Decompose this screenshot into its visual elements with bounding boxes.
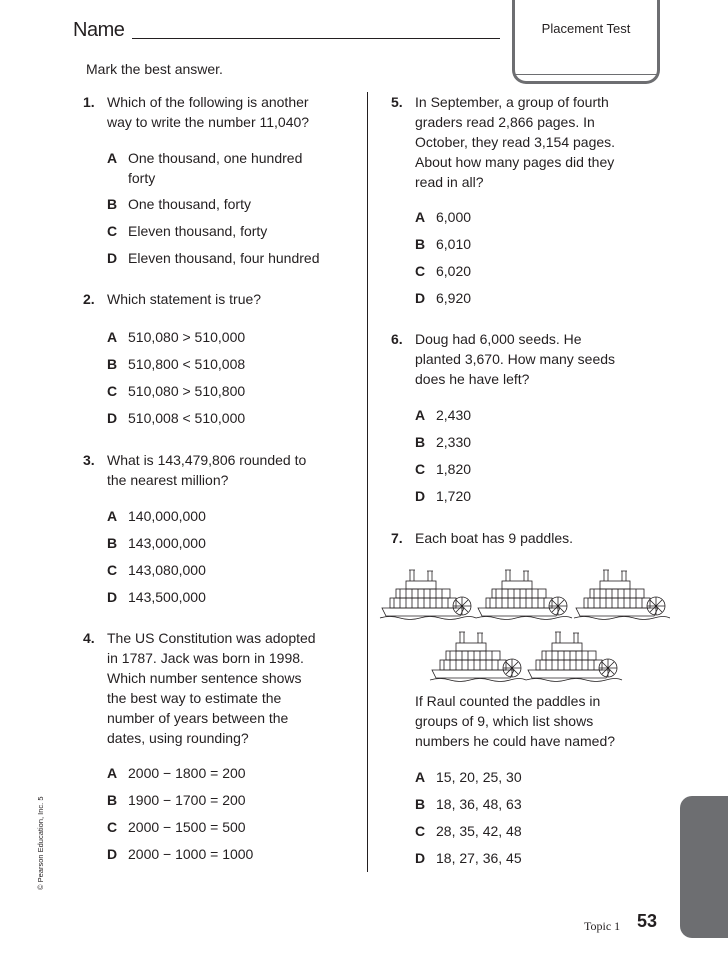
- answer-option[interactable]: A 6,000: [415, 209, 472, 225]
- question-text: Each boat has 9 paddles.: [415, 530, 574, 546]
- column-divider: [367, 92, 368, 872]
- question-number: 4.: [83, 630, 95, 646]
- answer-option[interactable]: B 143,000,000: [107, 535, 206, 551]
- steamboat-illustration: [378, 560, 670, 688]
- answer-option[interactable]: C 1,820: [415, 461, 472, 477]
- question-text: Which of the following is another way to write the number 11,040?: [107, 94, 310, 130]
- question-text: If Raul counted the paddles in groups of 9, which list shows numbers he could have named?: [415, 693, 616, 749]
- header-tab: [512, 0, 660, 84]
- question-text: The US Constitution was adopted in 1787. Jack was born in 1998. Which number sentence shows the best way to estimate the number of years between the dates, using rounding?: [107, 630, 316, 746]
- question-text: Doug had 6,000 seeds. He planted 3,670. How many seeds does he have left?: [415, 331, 616, 387]
- answer-option[interactable]: A 510,080 > 510,000: [107, 329, 246, 345]
- answer-option[interactable]: A 2,430: [415, 407, 472, 423]
- side-tab: [680, 796, 728, 938]
- answer-option[interactable]: B 18, 36, 48, 63: [415, 796, 522, 812]
- name-line[interactable]: [132, 38, 500, 39]
- answer-option[interactable]: D 6,920: [415, 290, 472, 306]
- answer-option[interactable]: D 143,500,000: [107, 589, 206, 605]
- question-number: 3.: [83, 452, 95, 468]
- question-number: 6.: [391, 331, 403, 347]
- answer-option[interactable]: A One thousand, one hundred forty: [107, 150, 303, 186]
- answer-option[interactable]: C 2000 − 1500 = 500: [107, 819, 246, 835]
- answer-option[interactable]: D 18, 27, 36, 45: [415, 850, 522, 866]
- answer-option[interactable]: D 510,008 < 510,000: [107, 410, 246, 426]
- answer-option[interactable]: A 2000 − 1800 = 200: [107, 765, 246, 781]
- question-text: Which statement is true?: [107, 291, 262, 307]
- answer-option[interactable]: C 143,080,000: [107, 562, 206, 578]
- question-number: 2.: [83, 291, 95, 307]
- answer-option[interactable]: C 6,020: [415, 263, 472, 279]
- answer-option[interactable]: A 15, 20, 25, 30: [415, 769, 522, 785]
- answer-option[interactable]: B 1900 − 1700 = 200: [107, 792, 246, 808]
- answer-option[interactable]: B 2,330: [415, 434, 472, 450]
- page-number: 53: [637, 911, 658, 931]
- answer-option[interactable]: B 510,800 < 510,008: [107, 356, 246, 372]
- instructions: Mark the best answer.: [86, 61, 223, 77]
- copyright-notice: © Pearson Education, Inc. 5: [36, 796, 45, 890]
- answer-option[interactable]: D Eleven thousand, four hundred: [107, 250, 320, 266]
- question-text: In September, a group of fourth graders read 2,866 pages. In October, they read 3,154 pages. About how many pages did they read in all?: [415, 94, 616, 190]
- answer-option[interactable]: B 6,010: [415, 236, 472, 252]
- answer-option[interactable]: A 140,000,000: [107, 508, 206, 524]
- answer-option[interactable]: D 1,720: [415, 488, 472, 504]
- question-number: 1.: [83, 94, 95, 110]
- answer-option[interactable]: C Eleven thousand, forty: [107, 223, 268, 239]
- answer-option[interactable]: C 28, 35, 42, 48: [415, 823, 522, 839]
- name-label: Name: [73, 19, 125, 41]
- answer-option[interactable]: B One thousand, forty: [107, 196, 251, 212]
- answer-option[interactable]: C 510,080 > 510,800: [107, 383, 246, 399]
- side-tab-label: Placement Test: [16, 828, 30, 910]
- footer-topic: Topic 1: [584, 919, 621, 933]
- question-number: 5.: [391, 94, 403, 110]
- question-number: 7.: [391, 530, 403, 546]
- question-text: What is 143,479,806 rounded to the nearest million?: [107, 452, 307, 488]
- answer-option[interactable]: D 2000 − 1000 = 1000: [107, 846, 254, 862]
- header-tab-label: Placement Test: [541, 21, 631, 36]
